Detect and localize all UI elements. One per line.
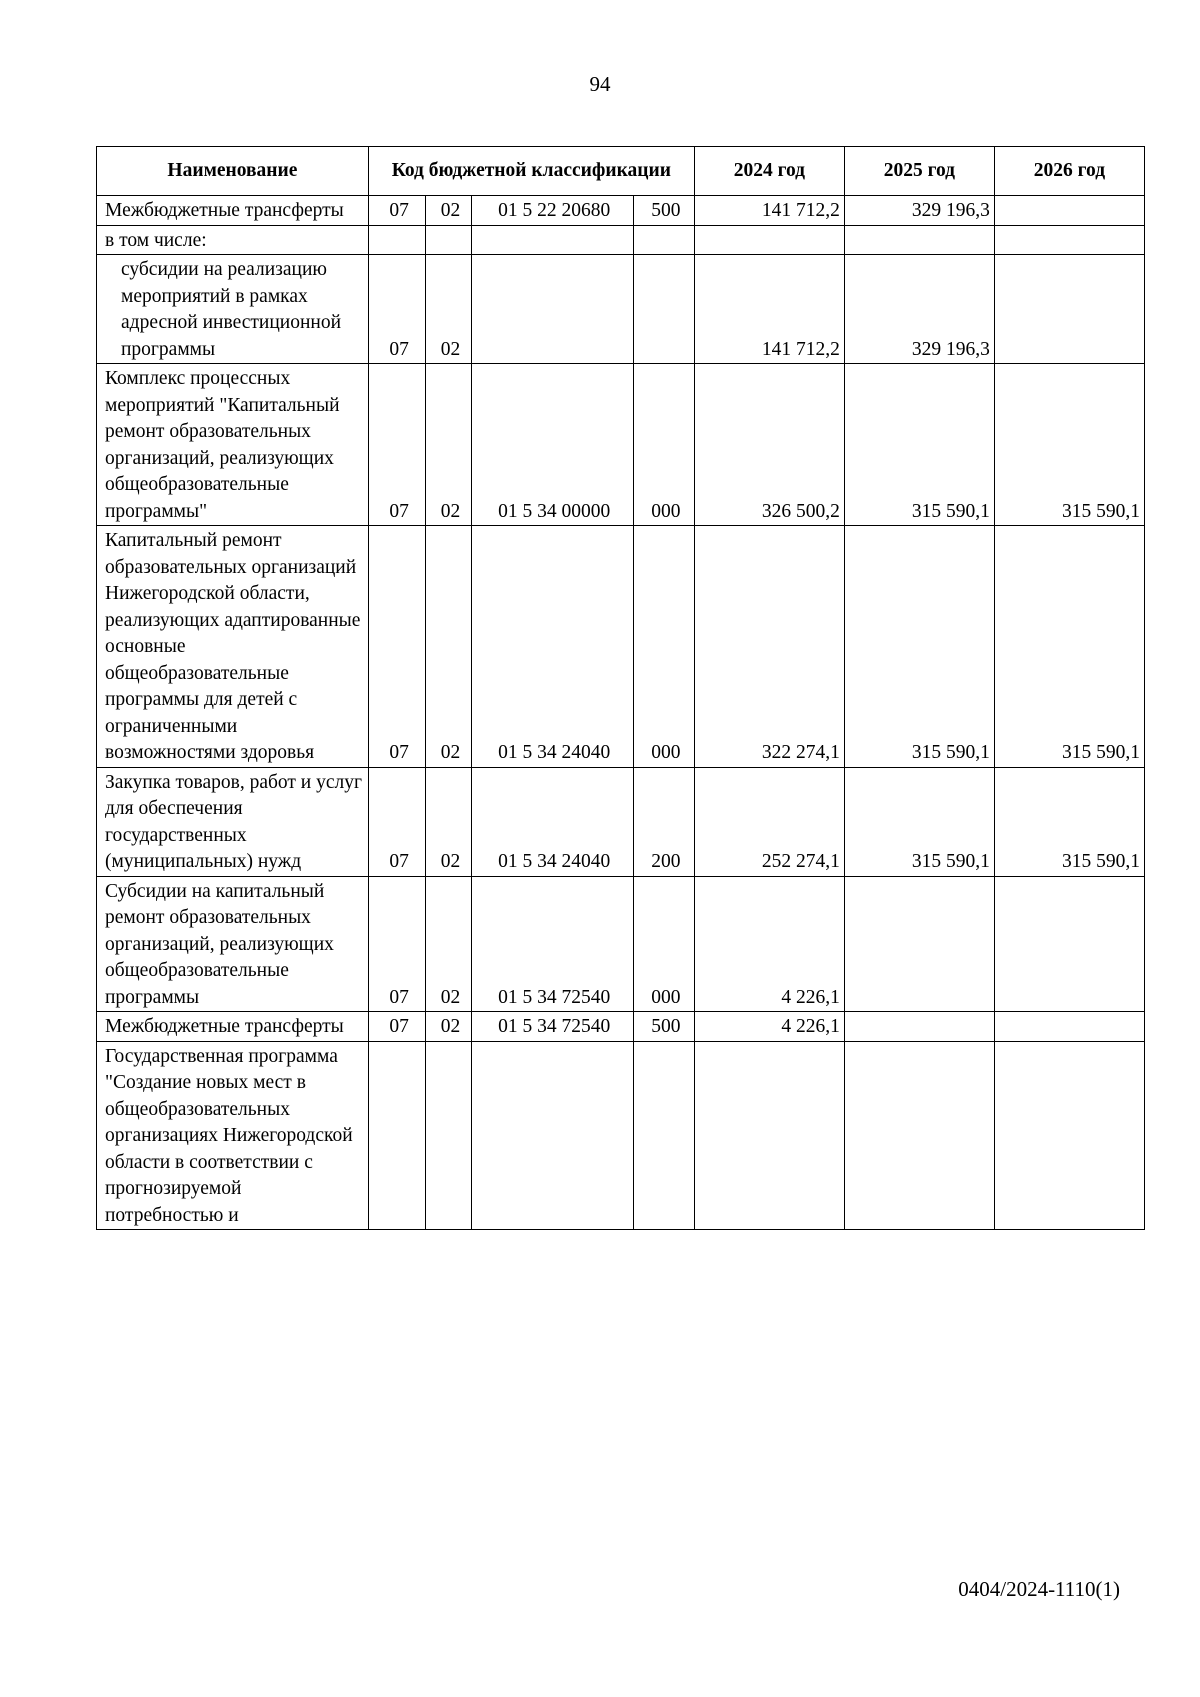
row-name: Государственная программа "Создание новых мест в общеобразовательных организациях Нижегородской области в соответствии с прогнозируемой потребностью и <box>97 1041 369 1230</box>
row-expense-type: 500 <box>633 196 694 226</box>
row-2024: 326 500,2 <box>694 364 844 526</box>
row-name: Закупка товаров, работ и услуг для обеспечения государственных (муниципальных) нужд <box>97 767 369 876</box>
table-row <box>97 255 1145 364</box>
row-subsection: 02 <box>426 196 471 226</box>
row-section: 07 <box>368 1012 426 1042</box>
row-2024: 141 712,2 <box>694 196 844 226</box>
row-target-code: 01 5 22 20680 <box>471 196 633 226</box>
row-2026: 315 590,1 <box>994 526 1144 768</box>
row-subsection: 02 <box>426 364 471 526</box>
row-section: 07 <box>368 196 426 226</box>
header-name: Наименование <box>97 147 369 196</box>
row-subsection: 02 <box>426 767 471 876</box>
table-row <box>97 196 1145 226</box>
table-row <box>97 364 1145 526</box>
budget-table <box>96 146 1145 1230</box>
row-2026 <box>994 876 1144 1012</box>
row-2026 <box>994 1041 1144 1230</box>
row-2025: 329 196,3 <box>844 196 994 226</box>
row-expense-type: 000 <box>633 364 694 526</box>
row-expense-type: 500 <box>633 1012 694 1042</box>
table-row <box>97 767 1145 876</box>
row-name: Комплекс процессных мероприятий "Капитальный ремонт образовательных организаций, реализующих общеобразовательные программы" <box>97 364 369 526</box>
row-name: Межбюджетные трансферты <box>97 1012 369 1042</box>
row-2024 <box>694 225 844 255</box>
table-row <box>97 225 1145 255</box>
table-row <box>97 1012 1145 1042</box>
row-2025: 315 590,1 <box>844 364 994 526</box>
document-code: 0404/2024-1110(1) <box>958 1577 1120 1601</box>
row-2025 <box>844 1041 994 1230</box>
row-target-code <box>471 225 633 255</box>
row-2024: 322 274,1 <box>694 526 844 768</box>
row-expense-type <box>633 255 694 364</box>
row-2024: 141 712,2 <box>694 255 844 364</box>
page-number: 94 <box>589 72 611 96</box>
row-section: 07 <box>368 767 426 876</box>
row-2024 <box>694 1041 844 1230</box>
row-subsection <box>426 225 471 255</box>
row-target-code: 01 5 34 72540 <box>471 1012 633 1042</box>
row-name: Субсидии на капитальный ремонт образовательных организаций, реализующих общеобразовательные программы <box>97 876 369 1012</box>
header-2025: 2025 год <box>844 147 994 196</box>
row-expense-type: 200 <box>633 767 694 876</box>
row-2026 <box>994 225 1144 255</box>
row-2026 <box>994 196 1144 226</box>
row-target-code <box>471 255 633 364</box>
row-subsection <box>426 1041 471 1230</box>
row-2026: 315 590,1 <box>994 767 1144 876</box>
row-target-code: 01 5 34 24040 <box>471 526 633 768</box>
row-target-code: 01 5 34 00000 <box>471 364 633 526</box>
row-2025 <box>844 1012 994 1042</box>
table-row <box>97 526 1145 768</box>
row-2025: 315 590,1 <box>844 767 994 876</box>
row-target-code: 01 5 34 24040 <box>471 767 633 876</box>
header-2024: 2024 год <box>694 147 844 196</box>
row-expense-type: 000 <box>633 526 694 768</box>
row-section: 07 <box>368 364 426 526</box>
row-target-code <box>471 1041 633 1230</box>
row-section: 07 <box>368 526 426 768</box>
row-2025: 315 590,1 <box>844 526 994 768</box>
row-2025 <box>844 225 994 255</box>
row-section: 07 <box>368 255 426 364</box>
row-target-code: 01 5 34 72540 <box>471 876 633 1012</box>
row-2025 <box>844 876 994 1012</box>
row-expense-type <box>633 225 694 255</box>
row-subsection: 02 <box>426 526 471 768</box>
table-row <box>97 1041 1145 1230</box>
row-expense-type <box>633 1041 694 1230</box>
row-name: Капитальный ремонт образовательных организаций Нижегородской области, реализующих адаптированные основные общеобразовательные программы для детей с ограниченными возможностями здоровья <box>97 526 369 768</box>
row-name: Межбюджетные трансферты <box>97 196 369 226</box>
row-name <box>97 255 369 364</box>
row-2025: 329 196,3 <box>844 255 994 364</box>
row-section <box>368 1041 426 1230</box>
row-subsection: 02 <box>426 1012 471 1042</box>
row-2026 <box>994 1012 1144 1042</box>
row-expense-type: 000 <box>633 876 694 1012</box>
row-2024: 4 226,1 <box>694 876 844 1012</box>
row-2026 <box>994 255 1144 364</box>
row-section <box>368 225 426 255</box>
table-row <box>97 876 1145 1012</box>
header-2026: 2026 год <box>994 147 1144 196</box>
row-2026: 315 590,1 <box>994 364 1144 526</box>
table-header-row <box>97 147 1145 196</box>
row-section: 07 <box>368 876 426 1012</box>
row-subsection: 02 <box>426 255 471 364</box>
row-name: в том числе: <box>97 225 369 255</box>
row-subsection: 02 <box>426 876 471 1012</box>
header-code: Код бюджетной классификации <box>368 147 694 196</box>
row-2024: 4 226,1 <box>694 1012 844 1042</box>
row-name-text: субсидии на реализацию мероприятий в рамках адресной инвестиционной программы <box>121 259 342 360</box>
row-2024: 252 274,1 <box>694 767 844 876</box>
